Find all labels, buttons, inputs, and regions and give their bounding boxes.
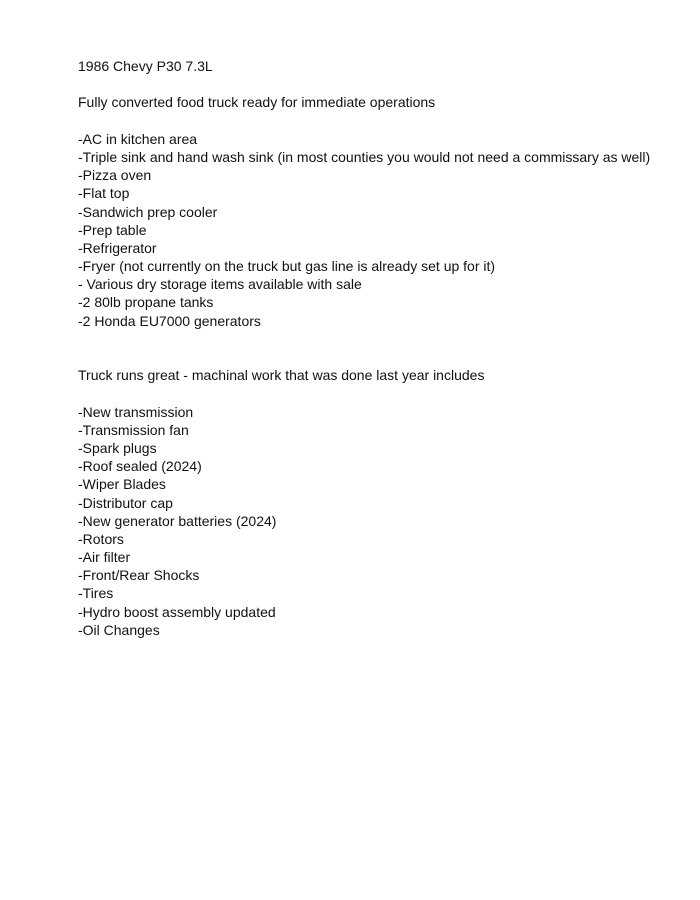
equipment-item: -AC in kitchen area: [78, 130, 198, 147]
mechanical-item: -Tires: [78, 585, 114, 602]
equipment-item: -Flat top: [78, 185, 130, 202]
mechanical-work-list: [78, 403, 688, 639]
mechanical-item: -Wiper Blades: [78, 476, 166, 493]
equipment-item: -Prep table: [78, 221, 147, 238]
mechanical-item: -Transmission fan: [78, 421, 189, 438]
equipment-item: - Various dry storage items available with sale: [78, 276, 362, 293]
spacer: [78, 112, 688, 130]
spacer: [78, 75, 688, 93]
mechanical-item: -Rotors: [78, 530, 124, 547]
spacer: [78, 384, 688, 402]
equipment-item: -Sandwich prep cooler: [78, 203, 218, 220]
document-subtitle: Fully converted food truck ready for immediate operations: [78, 94, 436, 111]
equipment-item: -2 80lb propane tanks: [78, 294, 214, 311]
mechanical-item: -Oil Changes: [78, 621, 160, 638]
mechanical-item: -Spark plugs: [78, 439, 157, 456]
mechanical-item: -New generator batteries (2024): [78, 512, 277, 529]
equipment-item: -Fryer (not currently on the truck but gas line is already set up for it): [78, 258, 496, 275]
spacer: [78, 330, 688, 366]
mechanical-item: -Distributor cap: [78, 494, 173, 511]
equipment-list: [78, 130, 688, 330]
equipment-item: -Refrigerator: [78, 239, 157, 256]
mechanical-item: -Front/Rear Shocks: [78, 567, 200, 584]
mechanical-item: -New transmission: [78, 403, 194, 420]
mechanical-item: -Hydro boost assembly updated: [78, 603, 276, 620]
mechanical-item: -Roof sealed (2024): [78, 458, 202, 475]
mechanical-intro: Truck runs great - machinal work that was done last year includes: [78, 367, 485, 384]
equipment-item: -2 Honda EU7000 generators: [78, 312, 261, 329]
equipment-item: -Triple sink and hand wash sink (in most counties you would not need a commissary as well): [78, 148, 651, 165]
equipment-item: -Pizza oven: [78, 167, 152, 184]
document-title: 1986 Chevy P30 7.3L: [78, 58, 213, 74]
mechanical-item: -Air filter: [78, 549, 131, 566]
document-body: [78, 57, 688, 639]
